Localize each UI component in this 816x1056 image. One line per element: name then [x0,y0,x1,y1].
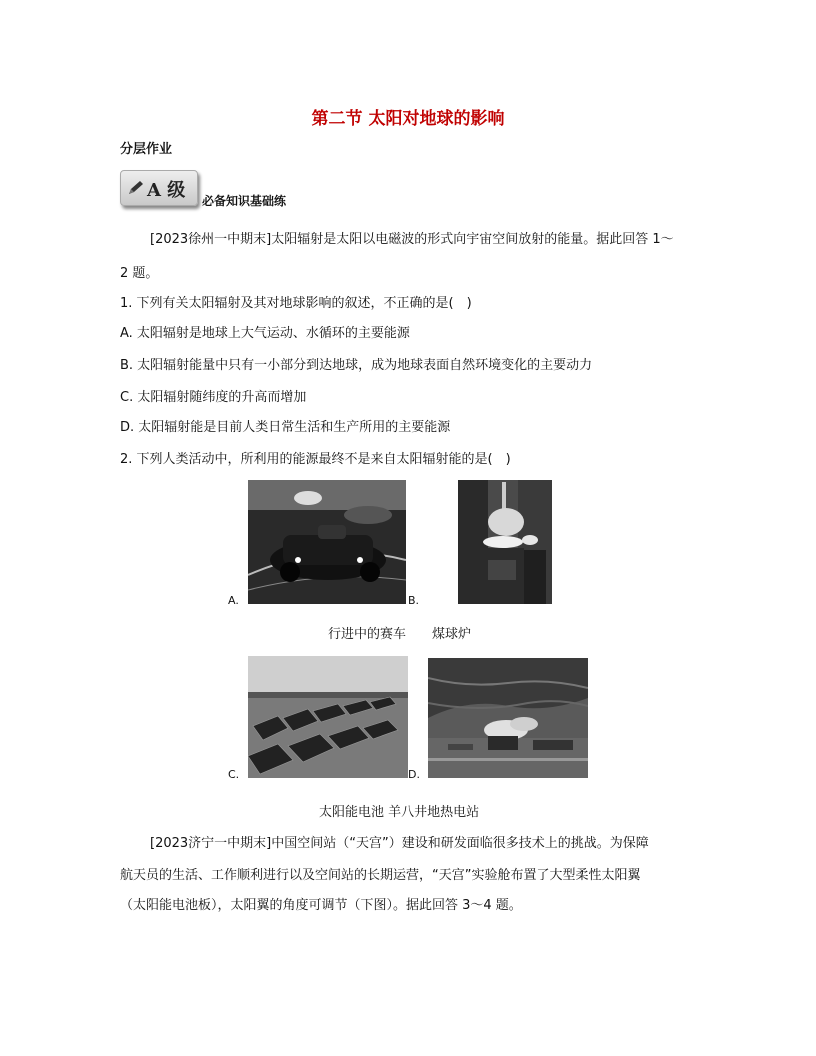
coal-stove-photo [458,480,552,604]
intro2-line3: （太阳能电池板），太阳翼的角度可调节（下图）。据此回答 3～4 题。 [120,898,522,913]
q2-label-c: C. [228,768,240,781]
page-title: 第二节 太阳对地球的影响 [311,109,505,129]
intro1-line1: [2023徐州一中期末]太阳辐射是太阳以电磁波的形式向宇宙空间放射的能量。据此回答 1～ [150,232,674,247]
geothermal-plant-photo [428,658,588,778]
q2-label-a: A. [228,594,239,607]
q2-caption-row1: 行进中的赛车 煤球炉 [328,627,472,642]
intro1-line2: 2 题。 [120,266,159,281]
level-badge-text: A 级 [147,180,186,201]
solar-panel-photo [248,656,408,778]
q2-stem: 2. 下列人类活动中，所利用的能源最终不是来自太阳辐射能的是( ) [120,452,511,467]
q1-stem: 1. 下列有关太阳辐射及其对地球影响的叙述，不正确的是( ) [120,296,472,311]
section-label: 分层作业 [120,142,173,157]
q2-label-b: B. [408,594,420,607]
q2-label-d: D. [408,768,420,781]
intro2-line2: 航天员的生活、工作顺利进行以及空间站的长期运营，“天宫”实验舱布置了大型柔性太阳翼 [120,868,641,883]
q2-caption-row2: 太阳能电池 羊八井地热电站 [319,805,480,820]
level-badge [120,170,198,206]
race-car-photo [248,480,406,604]
q1-option-d: D. 太阳辐射能是目前人类日常生活和生产所用的主要能源 [120,420,451,435]
level-caption: 必备知识基础练 [202,194,287,208]
q1-option-a: A. 太阳辐射是地球上大气运动、水循环的主要能源 [120,326,410,341]
q1-option-c: C. 太阳辐射随纬度的升高而增加 [120,390,307,405]
pencil-icon [127,180,145,196]
q1-option-b: B. 太阳辐射能量中只有一小部分到达地球，成为地球表面自然环境变化的主要动力 [120,358,593,373]
intro2-line1: [2023济宁一中期末]中国空间站（“天宫”）建设和研发面临很多技术上的挑战。为保障 [150,836,649,851]
